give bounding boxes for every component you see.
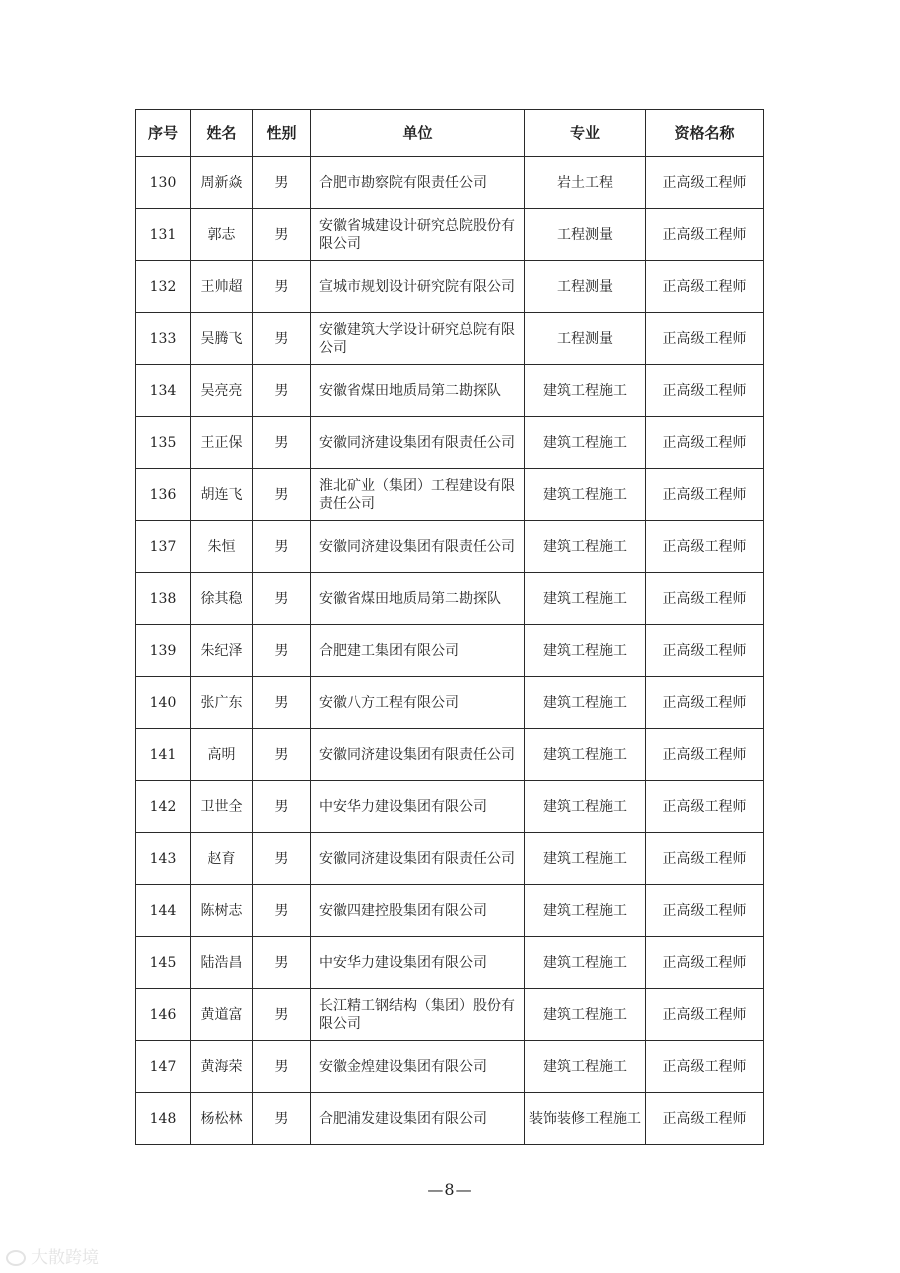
cell-gender: 男	[253, 157, 311, 209]
cell-qualification: 正高级工程师	[646, 1093, 764, 1145]
qualification-table	[135, 109, 764, 1145]
cell-name: 郭志	[191, 209, 253, 261]
cell-gender: 男	[253, 885, 311, 937]
cell-gender: 男	[253, 781, 311, 833]
cell-qualification: 正高级工程师	[646, 989, 764, 1041]
brand-logo-icon	[6, 1250, 26, 1266]
cell-unit: 安徽金煌建设集团有限公司	[311, 1041, 525, 1093]
page-number: —8—	[427, 1180, 473, 1199]
cell-gender: 男	[253, 1093, 311, 1145]
table-row	[136, 365, 764, 417]
cell-gender: 男	[253, 365, 311, 417]
cell-qualification: 正高级工程师	[646, 781, 764, 833]
table-row	[136, 417, 764, 469]
cell-gender: 男	[253, 521, 311, 573]
cell-gender: 男	[253, 833, 311, 885]
table-row	[136, 1093, 764, 1145]
cell-major: 工程测量	[525, 209, 646, 261]
cell-name: 朱恒	[191, 521, 253, 573]
cell-qualification: 正高级工程师	[646, 833, 764, 885]
cell-name: 王帅超	[191, 261, 253, 313]
cell-unit: 宣城市规划设计研究院有限公司	[311, 261, 525, 313]
cell-gender: 男	[253, 209, 311, 261]
cell-major: 建筑工程施工	[525, 885, 646, 937]
cell-major: 建筑工程施工	[525, 573, 646, 625]
col-header-major: 专业	[525, 110, 646, 157]
cell-name: 高明	[191, 729, 253, 781]
cell-unit: 安徽四建控股集团有限公司	[311, 885, 525, 937]
cell-unit: 合肥市勘察院有限责任公司	[311, 157, 525, 209]
cell-major: 建筑工程施工	[525, 677, 646, 729]
cell-name: 陈树志	[191, 885, 253, 937]
cell-gender: 男	[253, 469, 311, 521]
table-row	[136, 209, 764, 261]
cell-name: 朱纪泽	[191, 625, 253, 677]
cell-qualification: 正高级工程师	[646, 937, 764, 989]
cell-index: 147	[136, 1041, 191, 1093]
cell-qualification: 正高级工程师	[646, 573, 764, 625]
table-body	[136, 157, 764, 1145]
cell-index: 144	[136, 885, 191, 937]
table-row	[136, 989, 764, 1041]
cell-major: 建筑工程施工	[525, 781, 646, 833]
cell-index: 143	[136, 833, 191, 885]
cell-name: 胡连飞	[191, 469, 253, 521]
cell-major: 建筑工程施工	[525, 469, 646, 521]
cell-name: 卫世全	[191, 781, 253, 833]
cell-unit: 安徽省煤田地质局第二勘探队	[311, 365, 525, 417]
cell-name: 杨松林	[191, 1093, 253, 1145]
table-row	[136, 937, 764, 989]
cell-qualification: 正高级工程师	[646, 677, 764, 729]
cell-major: 装饰装修工程施工	[525, 1093, 646, 1145]
cell-index: 130	[136, 157, 191, 209]
watermark	[6, 1243, 99, 1268]
cell-gender: 男	[253, 677, 311, 729]
cell-major: 工程测量	[525, 261, 646, 313]
cell-name: 吴亮亮	[191, 365, 253, 417]
cell-name: 吴腾飞	[191, 313, 253, 365]
cell-index: 140	[136, 677, 191, 729]
cell-name: 陆浩昌	[191, 937, 253, 989]
cell-index: 142	[136, 781, 191, 833]
cell-name: 徐其稳	[191, 573, 253, 625]
cell-unit: 安徽八方工程有限公司	[311, 677, 525, 729]
cell-index: 135	[136, 417, 191, 469]
cell-major: 建筑工程施工	[525, 937, 646, 989]
cell-gender: 男	[253, 417, 311, 469]
cell-unit: 合肥建工集团有限公司	[311, 625, 525, 677]
table-row	[136, 469, 764, 521]
cell-major: 建筑工程施工	[525, 989, 646, 1041]
cell-index: 134	[136, 365, 191, 417]
cell-unit: 安徽同济建设集团有限责任公司	[311, 417, 525, 469]
cell-index: 141	[136, 729, 191, 781]
cell-unit: 安徽省煤田地质局第二勘探队	[311, 573, 525, 625]
cell-gender: 男	[253, 261, 311, 313]
watermark-text: 大散跨境	[31, 1248, 99, 1268]
table-row	[136, 885, 764, 937]
cell-gender: 男	[253, 937, 311, 989]
cell-major: 建筑工程施工	[525, 625, 646, 677]
cell-unit: 安徽同济建设集团有限责任公司	[311, 729, 525, 781]
cell-index: 133	[136, 313, 191, 365]
cell-major: 建筑工程施工	[525, 521, 646, 573]
col-header-qualification: 资格名称	[646, 110, 764, 157]
table-row	[136, 677, 764, 729]
cell-qualification: 正高级工程师	[646, 521, 764, 573]
cell-index: 132	[136, 261, 191, 313]
cell-major: 建筑工程施工	[525, 833, 646, 885]
table-row	[136, 1041, 764, 1093]
cell-index: 145	[136, 937, 191, 989]
table-row	[136, 625, 764, 677]
cell-gender: 男	[253, 989, 311, 1041]
cell-major: 建筑工程施工	[525, 417, 646, 469]
cell-qualification: 正高级工程师	[646, 209, 764, 261]
cell-gender: 男	[253, 573, 311, 625]
cell-name: 黄道富	[191, 989, 253, 1041]
cell-gender: 男	[253, 1041, 311, 1093]
cell-major: 岩土工程	[525, 157, 646, 209]
table-row	[136, 833, 764, 885]
cell-name: 赵育	[191, 833, 253, 885]
table-header-row	[136, 110, 764, 157]
table-row	[136, 521, 764, 573]
table-row	[136, 781, 764, 833]
cell-unit: 合肥浦发建设集团有限公司	[311, 1093, 525, 1145]
col-header-index: 序号	[136, 110, 191, 157]
cell-name: 张广东	[191, 677, 253, 729]
cell-major: 工程测量	[525, 313, 646, 365]
cell-unit: 安徽建筑大学设计研究总院有限公司	[311, 313, 525, 365]
cell-index: 146	[136, 989, 191, 1041]
cell-unit: 淮北矿业（集团）工程建设有限责任公司	[311, 469, 525, 521]
cell-major: 建筑工程施工	[525, 729, 646, 781]
cell-major: 建筑工程施工	[525, 1041, 646, 1093]
table-row	[136, 261, 764, 313]
cell-name: 王正保	[191, 417, 253, 469]
cell-index: 137	[136, 521, 191, 573]
cell-gender: 男	[253, 313, 311, 365]
cell-name: 黄海荣	[191, 1041, 253, 1093]
cell-qualification: 正高级工程师	[646, 1041, 764, 1093]
cell-qualification: 正高级工程师	[646, 729, 764, 781]
cell-unit: 中安华力建设集团有限公司	[311, 937, 525, 989]
cell-qualification: 正高级工程师	[646, 885, 764, 937]
cell-qualification: 正高级工程师	[646, 157, 764, 209]
cell-gender: 男	[253, 729, 311, 781]
cell-qualification: 正高级工程师	[646, 417, 764, 469]
cell-qualification: 正高级工程师	[646, 365, 764, 417]
cell-index: 148	[136, 1093, 191, 1145]
cell-index: 136	[136, 469, 191, 521]
cell-name: 周新焱	[191, 157, 253, 209]
col-header-gender: 性别	[253, 110, 311, 157]
cell-unit: 安徽省城建设计研究总院股份有限公司	[311, 209, 525, 261]
table-row	[136, 729, 764, 781]
cell-unit: 安徽同济建设集团有限责任公司	[311, 521, 525, 573]
cell-qualification: 正高级工程师	[646, 261, 764, 313]
cell-unit: 安徽同济建设集团有限责任公司	[311, 833, 525, 885]
cell-unit: 中安华力建设集团有限公司	[311, 781, 525, 833]
cell-qualification: 正高级工程师	[646, 469, 764, 521]
cell-gender: 男	[253, 625, 311, 677]
cell-index: 138	[136, 573, 191, 625]
cell-major: 建筑工程施工	[525, 365, 646, 417]
cell-qualification: 正高级工程师	[646, 313, 764, 365]
table-row	[136, 573, 764, 625]
col-header-unit: 单位	[311, 110, 525, 157]
table-row	[136, 313, 764, 365]
cell-qualification: 正高级工程师	[646, 625, 764, 677]
cell-index: 131	[136, 209, 191, 261]
cell-index: 139	[136, 625, 191, 677]
table-row	[136, 157, 764, 209]
cell-unit: 长江精工钢结构（集团）股份有限公司	[311, 989, 525, 1041]
col-header-name: 姓名	[191, 110, 253, 157]
